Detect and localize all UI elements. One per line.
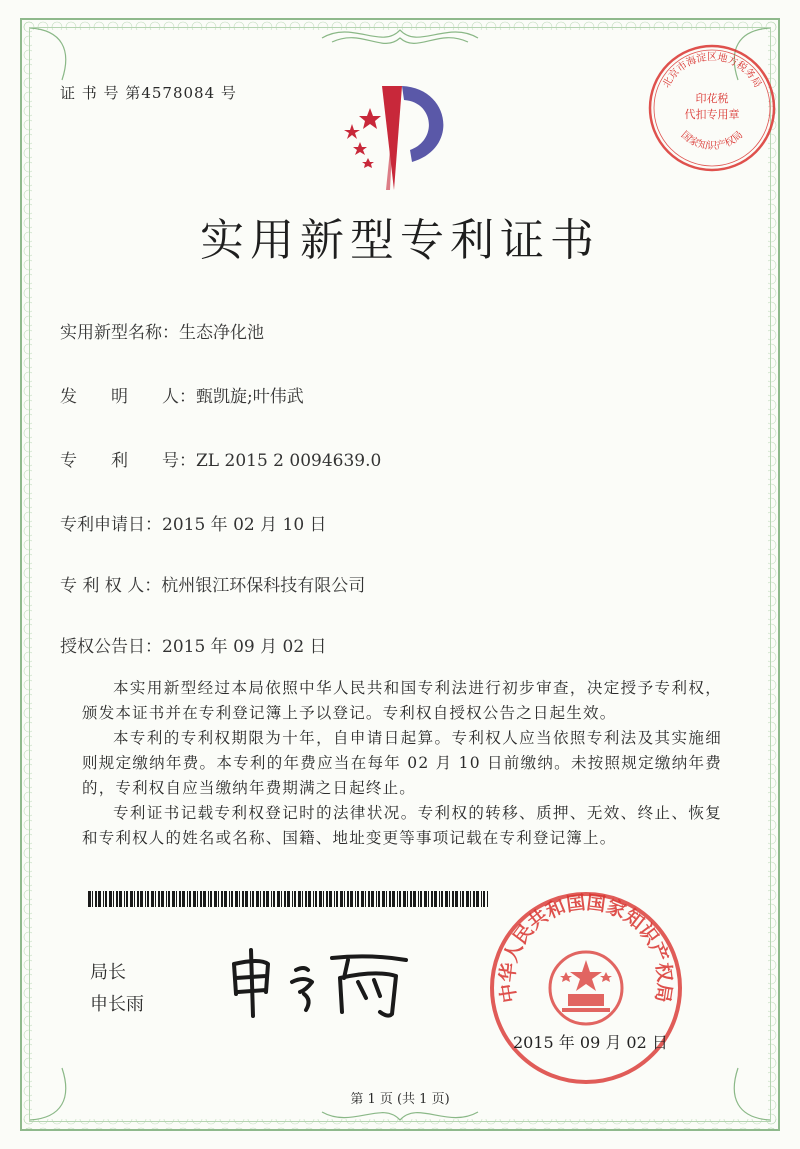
barcode-bar bbox=[292, 891, 293, 907]
barcode-bar bbox=[361, 891, 364, 907]
barcode-bar bbox=[284, 891, 286, 907]
field-value: ZL 2015 2 0094639.0 bbox=[196, 451, 382, 471]
barcode-bar bbox=[134, 891, 135, 907]
tax-stamp-line-1: 印花税 bbox=[695, 92, 729, 105]
barcode-bar bbox=[189, 891, 191, 907]
field-label: 授权公告日： bbox=[60, 637, 162, 657]
barcode-bar bbox=[109, 891, 112, 907]
barcode-bar bbox=[231, 891, 233, 907]
director-name: 申长雨 bbox=[90, 994, 144, 1015]
barcode-bar bbox=[410, 891, 412, 907]
barcode-bar bbox=[298, 891, 301, 907]
barcode-bar bbox=[197, 891, 198, 907]
official-seal bbox=[486, 888, 686, 1088]
barcode-bar bbox=[273, 891, 275, 907]
barcode-bar bbox=[347, 891, 349, 907]
barcode-bar bbox=[242, 891, 244, 907]
barcode-bar bbox=[214, 891, 217, 907]
tax-stamp-bottom-text: 国家知识产权局 bbox=[678, 129, 746, 153]
field-label: 专 利 权 人： bbox=[60, 576, 162, 596]
barcode-bar bbox=[397, 891, 398, 907]
barcode-bar bbox=[95, 891, 97, 907]
barcode-bar bbox=[368, 891, 370, 907]
body-paragraph: 本实用新型经过本局依照中华人民共和国专利法进行初步审查，决定授予专利权，颁发本证书并在专利登记簿上予以登记。专利权自授权公告之日起生效。 bbox=[82, 679, 722, 722]
svg-text:中华人民共和国国家知识产权局 bbox=[496, 892, 677, 1004]
barcode-bar bbox=[250, 891, 251, 907]
field-value: 2015 年 02 月 10 日 bbox=[162, 515, 327, 535]
barcode bbox=[88, 891, 488, 907]
barcode-bar bbox=[103, 891, 104, 907]
issue-date: 2015 年 09 月 02 日 bbox=[513, 1033, 668, 1052]
barcode-bar bbox=[166, 891, 167, 907]
field-value: 杭州银江环保科技有限公司 bbox=[161, 576, 366, 596]
barcode-bar bbox=[105, 891, 107, 907]
barcode-bar bbox=[460, 891, 461, 907]
barcode-bar bbox=[137, 891, 139, 907]
barcode-bar bbox=[98, 891, 101, 907]
field-label: 发 明 人： bbox=[60, 387, 196, 407]
barcode-bar bbox=[287, 891, 290, 907]
barcode-bar bbox=[420, 891, 422, 907]
barcode-bar bbox=[329, 891, 332, 907]
barcode-bar bbox=[319, 891, 322, 907]
barcode-bar bbox=[445, 891, 448, 907]
barcode-bar bbox=[182, 891, 185, 907]
director-title: 局长 bbox=[90, 962, 126, 983]
field-patentee bbox=[60, 571, 365, 596]
barcode-bar bbox=[294, 891, 296, 907]
tax-stamp-line-2: 代扣专用章 bbox=[684, 108, 740, 121]
barcode-bar bbox=[483, 891, 485, 907]
barcode-bar bbox=[336, 891, 338, 907]
field-label: 专 利 号： bbox=[60, 451, 196, 471]
barcode-bar bbox=[161, 891, 164, 907]
barcode-bar bbox=[313, 891, 314, 907]
barcode-bar bbox=[235, 891, 238, 907]
barcode-bar bbox=[168, 891, 170, 907]
barcode-bar bbox=[140, 891, 143, 907]
barcode-bar bbox=[315, 891, 317, 907]
field-grant-date bbox=[60, 632, 327, 657]
patent-office-logo bbox=[330, 78, 470, 198]
barcode-bar bbox=[126, 891, 128, 907]
barcode-bar bbox=[376, 891, 377, 907]
barcode-bar bbox=[470, 891, 471, 907]
barcode-bar bbox=[179, 891, 181, 907]
barcode-bar bbox=[260, 891, 261, 907]
barcode-bar bbox=[481, 891, 482, 907]
body-paragraph: 专利证书记载专利权登记时的法律状况。专利权的转移、质押、无效、终止、恢复和专利权人的姓名或名称、国籍、地址变更等事项记载在专利登记簿上。 bbox=[82, 804, 722, 847]
barcode-bar bbox=[302, 891, 303, 907]
certificate-title: 实用新型专利证书 bbox=[200, 215, 600, 266]
field-value: 甄凯旋;叶伟武 bbox=[196, 387, 304, 407]
barcode-bar bbox=[151, 891, 154, 907]
field-label: 实用新型名称： bbox=[60, 323, 179, 343]
barcode-bar bbox=[357, 891, 359, 907]
barcode-bar bbox=[187, 891, 188, 907]
field-value: 生态净化池 bbox=[179, 323, 264, 343]
barcode-bar bbox=[466, 891, 469, 907]
barcode-bar bbox=[431, 891, 433, 907]
barcode-bar bbox=[176, 891, 177, 907]
national-emblem-icon bbox=[550, 952, 622, 1024]
barcode-bar bbox=[441, 891, 443, 907]
barcode-bar bbox=[365, 891, 366, 907]
page-number: 第 1 页 (共 1 页) bbox=[350, 1092, 450, 1107]
seal-text: 中华人民共和国国家知识产权局 bbox=[496, 891, 676, 1005]
barcode-bar bbox=[350, 891, 353, 907]
barcode-bar bbox=[266, 891, 269, 907]
barcode-bar bbox=[155, 891, 156, 907]
barcode-bar bbox=[145, 891, 146, 907]
barcode-bar bbox=[229, 891, 230, 907]
certificate-body bbox=[82, 676, 722, 851]
barcode-bar bbox=[428, 891, 429, 907]
barcode-bar bbox=[407, 891, 408, 907]
field-utility-model-name bbox=[60, 318, 264, 343]
barcode-bar bbox=[92, 891, 93, 907]
barcode-bar bbox=[449, 891, 450, 907]
barcode-bar bbox=[389, 891, 391, 907]
barcode-bar bbox=[439, 891, 440, 907]
barcode-bar bbox=[116, 891, 118, 907]
barcode-bar bbox=[434, 891, 437, 907]
barcode-bar bbox=[113, 891, 114, 907]
barcode-bar bbox=[218, 891, 219, 907]
cert-no-suffix: 号 bbox=[220, 84, 237, 102]
director-signature bbox=[220, 930, 420, 1020]
barcode-bar bbox=[382, 891, 385, 907]
barcode-bar bbox=[452, 891, 454, 907]
barcode-bar bbox=[200, 891, 202, 907]
barcode-bar bbox=[326, 891, 328, 907]
barcode-bar bbox=[305, 891, 307, 907]
barcode-bar bbox=[252, 891, 254, 907]
barcode-bar bbox=[245, 891, 248, 907]
barcode-bar bbox=[371, 891, 374, 907]
barcode-bar bbox=[386, 891, 387, 907]
barcode-bar bbox=[378, 891, 380, 907]
barcode-bar bbox=[462, 891, 464, 907]
field-label: 专利申请日： bbox=[60, 515, 162, 535]
barcode-bar bbox=[221, 891, 223, 907]
field-value: 2015 年 09 月 02 日 bbox=[162, 637, 327, 657]
barcode-bar bbox=[413, 891, 416, 907]
barcode-bar bbox=[392, 891, 395, 907]
svg-text:北京市海淀区地方税务局 bbox=[660, 50, 764, 89]
barcode-bar bbox=[208, 891, 209, 907]
barcode-bar bbox=[158, 891, 160, 907]
barcode-bar bbox=[473, 891, 475, 907]
barcode-bar bbox=[476, 891, 479, 907]
barcode-bar bbox=[455, 891, 458, 907]
barcode-bar bbox=[281, 891, 282, 907]
barcode-bar bbox=[124, 891, 125, 907]
barcode-bar bbox=[147, 891, 149, 907]
barcode-bar bbox=[334, 891, 335, 907]
barcode-bar bbox=[172, 891, 175, 907]
barcode-bar bbox=[340, 891, 343, 907]
barcode-bar bbox=[271, 891, 272, 907]
tax-stamp bbox=[642, 38, 782, 178]
barcode-bar bbox=[403, 891, 406, 907]
barcode-bar bbox=[399, 891, 401, 907]
barcode-bar bbox=[210, 891, 212, 907]
barcode-bar bbox=[224, 891, 227, 907]
barcode-bar bbox=[119, 891, 122, 907]
barcode-bar bbox=[277, 891, 280, 907]
cert-no-prefix: 证 书 号 第 bbox=[60, 84, 142, 102]
svg-text:国家知识产权局 bbox=[679, 129, 746, 152]
certificate-number bbox=[60, 82, 237, 103]
barcode-bar bbox=[263, 891, 265, 907]
field-inventors bbox=[60, 382, 304, 407]
tax-stamp-outer-text: 北京市海淀区地方税务局 bbox=[661, 52, 763, 90]
barcode-bar bbox=[256, 891, 259, 907]
barcode-bar bbox=[418, 891, 419, 907]
barcode-bar bbox=[193, 891, 196, 907]
cert-no-value: 4578084 bbox=[141, 84, 216, 102]
body-paragraph: 本专利的专利权期限为十年，自申请日起算。专利权人应当依照专利法及其实施细则规定缴纳年费。本专利的年费应当在每年 02 月 10 日前缴纳。未按照规定缴纳年费的，专利权自应当缴纳年费期满之日起终止。 bbox=[82, 729, 722, 797]
barcode-bar bbox=[344, 891, 345, 907]
barcode-bar bbox=[88, 891, 91, 907]
barcode-bar bbox=[355, 891, 356, 907]
barcode-bar bbox=[323, 891, 324, 907]
barcode-bar bbox=[308, 891, 311, 907]
barcode-bar bbox=[424, 891, 427, 907]
field-application-date bbox=[60, 510, 327, 535]
barcode-bar bbox=[203, 891, 206, 907]
barcode-bar bbox=[239, 891, 240, 907]
field-patent-number bbox=[60, 446, 381, 471]
barcode-bar bbox=[130, 891, 133, 907]
